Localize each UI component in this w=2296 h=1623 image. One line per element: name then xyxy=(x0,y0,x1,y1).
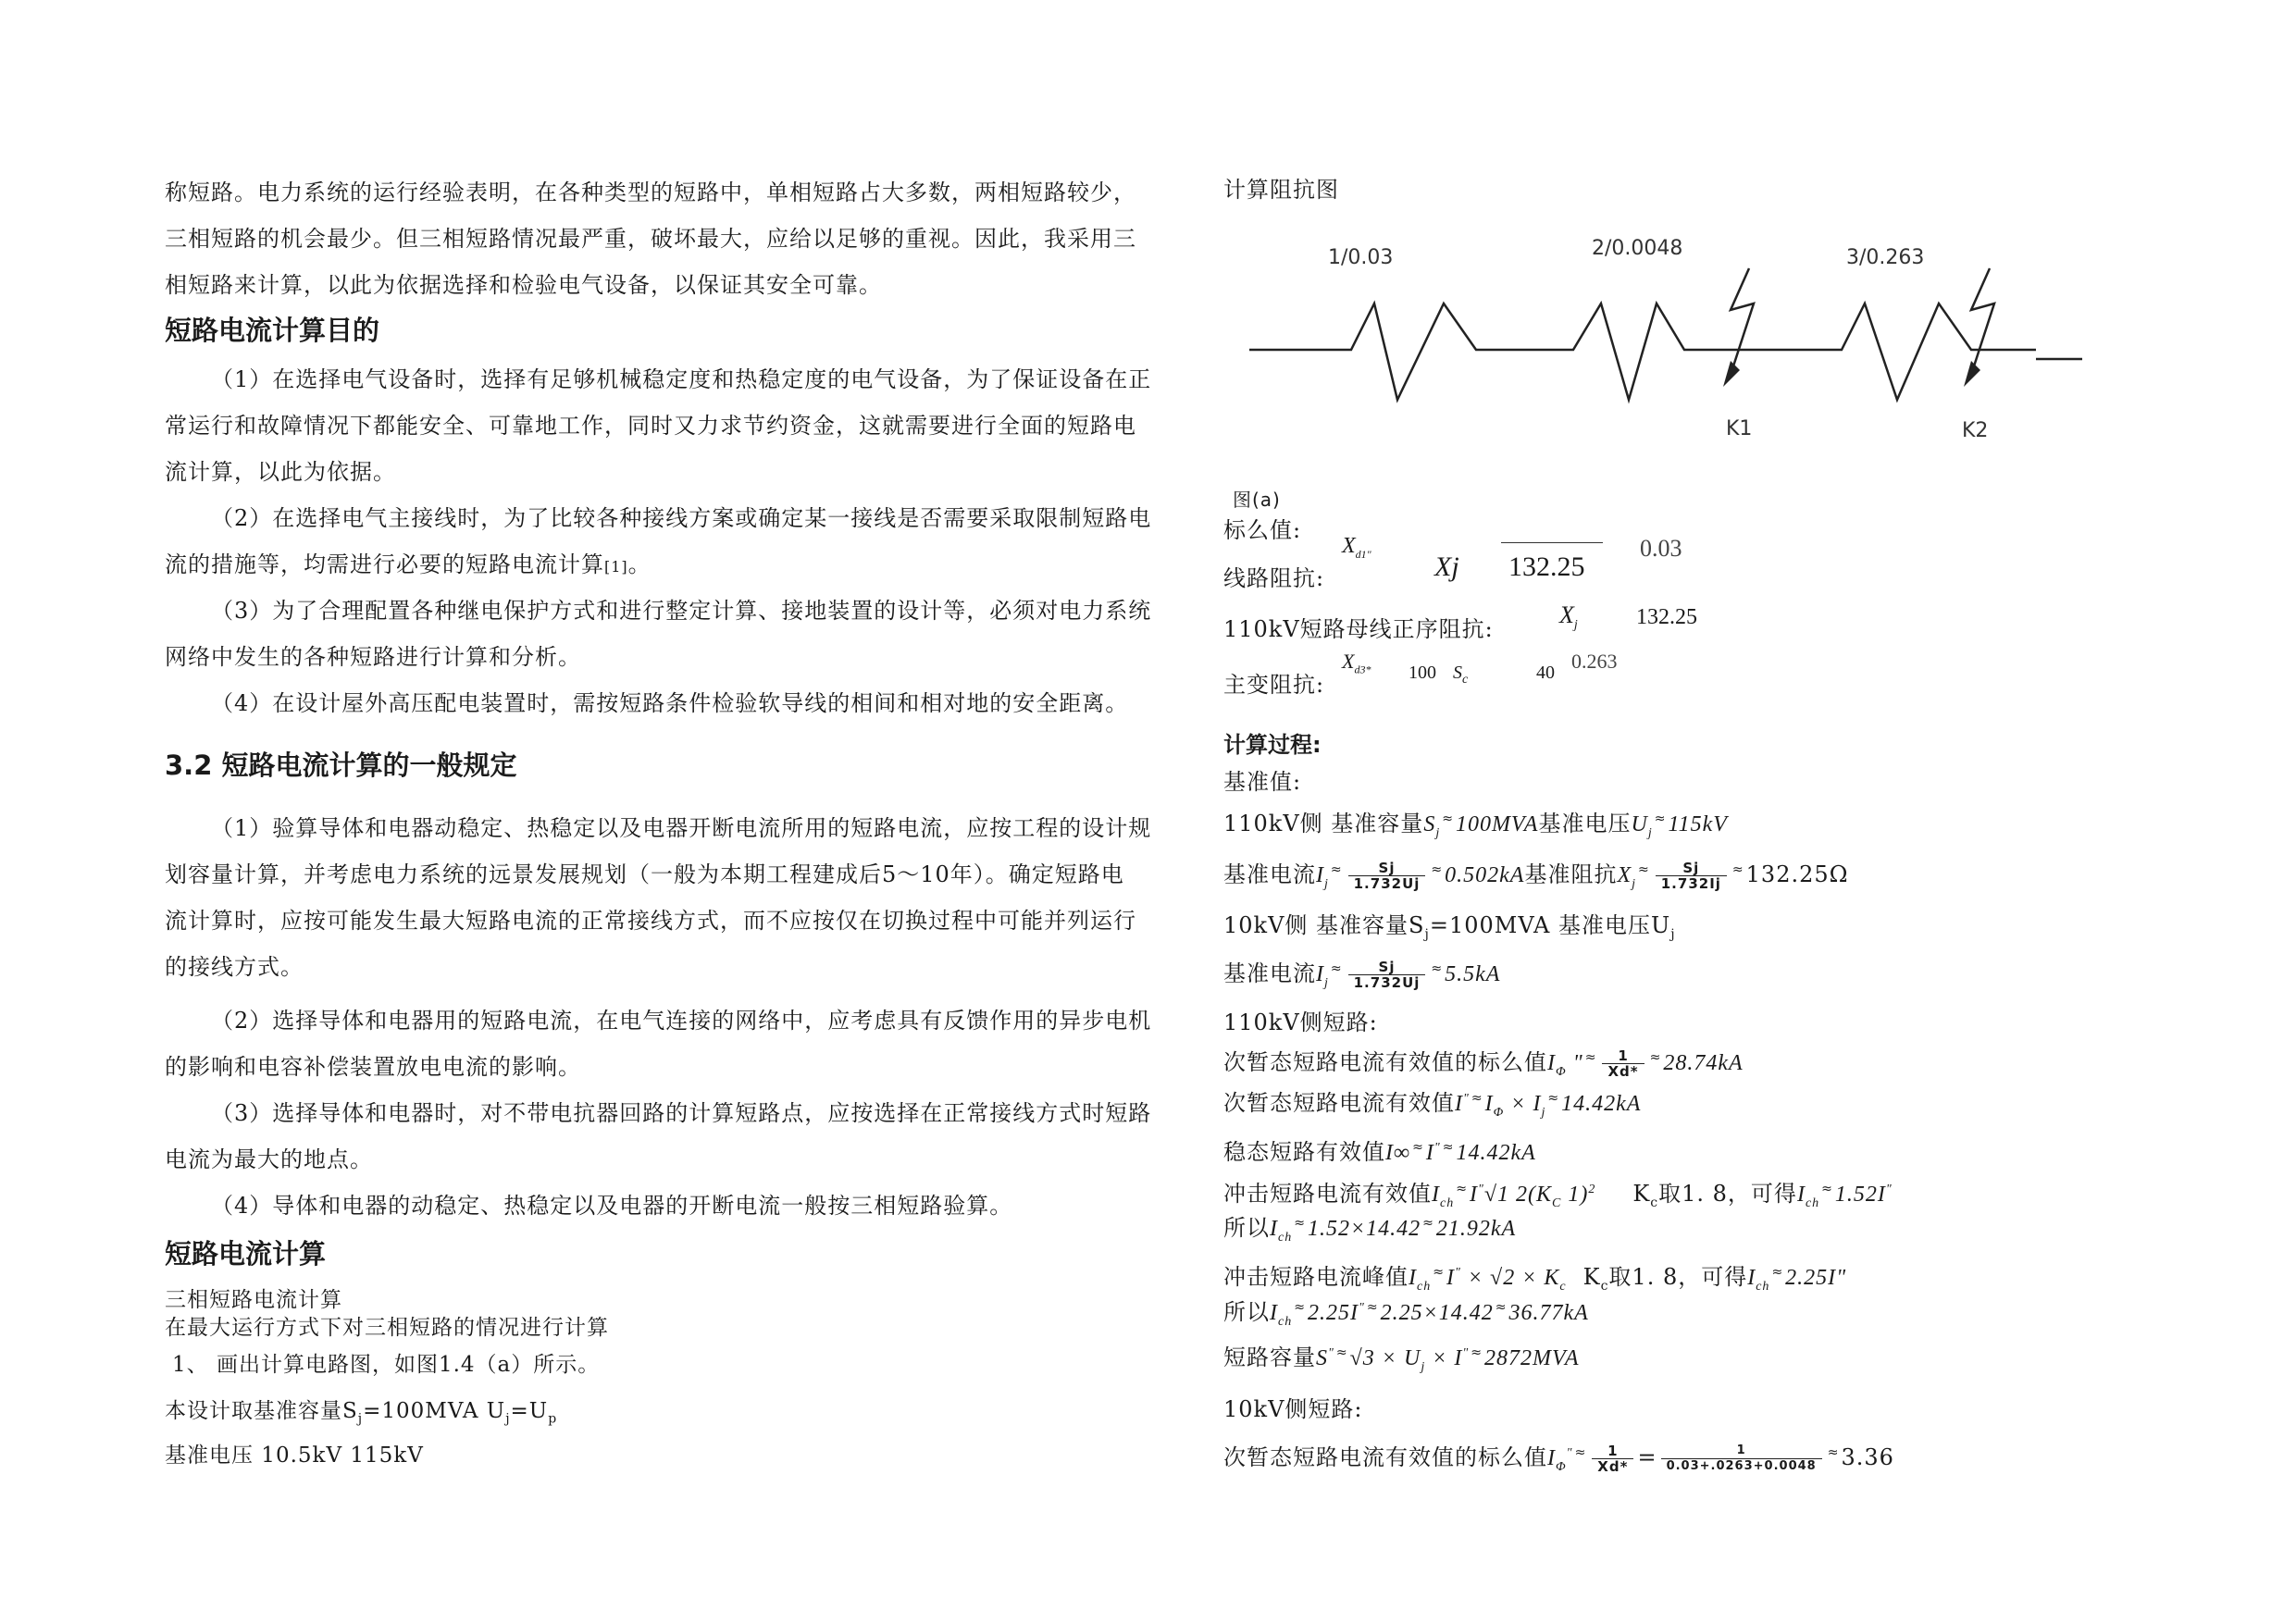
sub-eff-val: 14.42kA xyxy=(1561,1092,1642,1116)
calc-line-4-b: =100MVA U xyxy=(363,1399,506,1423)
peak-line: 冲击短路电流峰值$I_{ch}^\approx I^" \times √2 \times K_c$ $K_c$取1. 8，可得$I_{ch}^\approx 2.25I$" xyxy=(1223,1264,1847,1294)
impact-val: 1.52I" xyxy=(1834,1183,1893,1207)
sub-pu-frac: $\frac{1}{Xd*}$ xyxy=(1602,1048,1644,1079)
cap-line: 短路容量S" $^\approx√3 \times U_j \times I^"$ ≈2872MVA xyxy=(1223,1344,1580,1374)
process-title: 计算过程: xyxy=(1223,732,1322,758)
base-label: 基准值: xyxy=(1223,769,1302,795)
hv-sj: $S_j$ xyxy=(1423,812,1441,840)
purpose-line-5: 流的措施等，均需进行必要的短路电流计算[1]。 xyxy=(165,551,652,577)
impact-line: 冲击短路电流有效值$I_{ch}^\approx I^"√1$ $2(K_C$ 1)$^2$ $K_c$取1. 8，可得$I_{ch}^\approx 1.52I^"$ xyxy=(1223,1181,1893,1210)
purpose-line-5-text: 流的措施等，均需进行必要的短路电流计算 xyxy=(165,551,604,577)
pu-label: 标么值: xyxy=(1223,517,1302,543)
line-imp-val: 132.25 xyxy=(1508,551,1585,582)
rules-line-2: 划容量计算，并考虑电力系统的远景发展规划（一般为本期工程建成后5～10年）。确定短路电 xyxy=(165,861,1124,887)
calc-line-4 xyxy=(165,1397,557,1433)
hv-ij-line: 基准电流$I_j^\approx$ $\frac{Sj}{1.732Uj}$ ≈0.502kA基准阻抗$X_j^\approx$ $\frac{Sj}{1.732Ij}$ ≈132.25Ω xyxy=(1223,860,1849,892)
calc-line-4-c: =U xyxy=(510,1399,549,1423)
label-impedance-1: 1/0.03 xyxy=(1328,246,1394,269)
tr-sc: $S_c$ xyxy=(1453,663,1469,687)
ij-label: 基准电流 xyxy=(1223,861,1316,887)
hv-uj-val: 115kV xyxy=(1668,812,1728,836)
line-imp-label: 线路阻抗: xyxy=(1223,565,1325,591)
purpose-line-6: （3）为了合理配置各种继电保护方式和进行整定计算、接地装置的设计等，必须对电力系统 xyxy=(211,598,1152,624)
xd-symbol: $X_{d1"}$ xyxy=(1342,534,1371,561)
xj-val: 132.25Ω xyxy=(1745,861,1849,887)
calc-line-4-sub-j2: j xyxy=(505,1411,511,1427)
hv-uj-label: 基准电压 xyxy=(1538,811,1632,836)
intro-line-2: 三相短路的机会最少。但三相短路情况最严重，破坏最大，应给以足够的重视。因此，我采用三 xyxy=(165,226,1136,252)
tr-val-40: 40 xyxy=(1536,663,1555,683)
lv-sub-pu-line: 次暂态短路电流有效值的标么值$I_\Phi^"$ ≈ $\frac{1}{Xd*}$ = $\frac{1}{0.03+.0263+0.0048}$ ≈3.36 xyxy=(1223,1443,1894,1475)
calc-line-4-sub-j: j xyxy=(357,1411,364,1427)
rules-line-3: 流计算时，应按可能发生最大短路电流的正常接线方式，而不应按仅在切换过程中可能并列运行 xyxy=(165,908,1136,934)
hv-short-label: 110kV侧短路: xyxy=(1223,1010,1378,1035)
impedance-wire xyxy=(1249,304,2036,400)
calc-line-3: 1、 画出计算电路图，如图1.4（a）所示。 xyxy=(172,1353,601,1377)
rules-line-8: 电流为最大的地点。 xyxy=(165,1146,373,1172)
k1-arrowhead xyxy=(1723,361,1740,387)
rules-line-1: （1）验算导体和电器动稳定、热稳定以及电器开断电流所用的短路电流，应按工程的设计规 xyxy=(211,815,1152,841)
purpose-line-2: 常运行和故障情况下都能安全、可靠地工作，同时又力求节约资金，这就需要进行全面的短路电 xyxy=(165,413,1136,439)
hv-side: 110kV侧 基准容量 xyxy=(1223,811,1424,836)
lv-val: 3.36 xyxy=(1841,1444,1894,1470)
label-impedance-3: 3/0.263 xyxy=(1846,246,1925,269)
heading-rules: 3.2 短路电流计算的一般规定 xyxy=(165,750,517,781)
hv-base-line: 110kV侧 基准容量$S_j^\approx 100MVA$基准电压$U_j^\approx 115kV$ xyxy=(1223,811,1728,840)
ij-frac: $\frac{Sj}{1.732Uj}$ xyxy=(1348,861,1426,891)
lv-ij-line: 基准电流$I_j^\approx$ $\frac{Sj}{1.732Uj}$ ≈5.5kA xyxy=(1223,959,1501,991)
so2-val: 36.77kA xyxy=(1508,1301,1589,1325)
calc-line-1: 三相短路电流计算 xyxy=(165,1288,342,1312)
k2-arrowhead xyxy=(1964,361,1980,387)
rules-line-6: 的影响和电容补偿装置放电电流的影响。 xyxy=(165,1054,581,1080)
rules-line-7: （3）选择导体和电器时，对不带电抗器回路的计算短路点，应按选择在正常接线方式时短路 xyxy=(211,1100,1152,1126)
rules-line-5: （2）选择导体和电器用的短路电流，在电气连接的网络中，应考虑具有反馈作用的异步电机 xyxy=(211,1008,1152,1034)
steady-line: 稳态短路有效值I∞ ≈I" ≈14.42kA xyxy=(1223,1139,1536,1165)
line-imp-res: 0.03 xyxy=(1640,535,1682,562)
xj-frac: $\frac{Sj}{1.732Ij}$ xyxy=(1656,861,1727,891)
impedance-diagram xyxy=(1249,222,2082,463)
purpose-line-4: （2）在选择电气主接线时，为了比较各种接线方案或确定某一接线是否需要采取限制短路电 xyxy=(211,505,1152,531)
ij-val: 0.502kA xyxy=(1445,863,1525,887)
calc-line-5: 基准电压 10.5kV 115kV xyxy=(165,1443,424,1468)
tr-xd: $X_{d3*}$ xyxy=(1342,650,1371,676)
cap-val: 2872MVA xyxy=(1484,1346,1580,1370)
line-imp-rule xyxy=(1501,542,1603,543)
so-val: 21.92kA xyxy=(1435,1217,1517,1241)
calc-line-4-a: 本设计取基准容量S xyxy=(165,1399,358,1423)
citation-mark: [1] xyxy=(604,558,628,576)
rules-line-4: 的接线方式。 xyxy=(165,954,304,980)
lv-ij-val: 5.5kA xyxy=(1445,962,1501,986)
rules-line-9: （4）导体和电器的动稳定、热稳定以及电器的开断电流一般按三相短路验算。 xyxy=(211,1193,1013,1219)
tr-label: 主变阻抗: xyxy=(1223,672,1325,698)
intro-line-3: 相短路来计算，以此为依据选择和检验电气设备，以保证其安全可靠。 xyxy=(165,272,882,298)
purpose-line-8: （4）在设计屋外高压配电装置时，需按短路条件检验软导线的相间和相对地的安全距离。 xyxy=(211,690,1129,716)
lv-frac1: $\frac{1}{Xd*}$ xyxy=(1592,1443,1633,1474)
k2-fault-arrow xyxy=(1971,268,1994,375)
diagram-title: 计算阻抗图 xyxy=(1223,177,1339,203)
steady-val: 14.42kA xyxy=(1456,1141,1536,1165)
tr-val-res: 0.263 xyxy=(1571,650,1618,673)
calc-line-2: 在最大运行方式下对三相短路的情况进行计算 xyxy=(165,1316,609,1340)
label-k1: K1 xyxy=(1726,417,1753,440)
lv-base-line: 10kV侧 基准容量$S_j=100MVA$ 基准电压$U_j$ xyxy=(1223,912,1676,942)
hv-sj-val: 100MVA xyxy=(1455,812,1539,836)
lv-short-label: 10kV侧短路: xyxy=(1223,1396,1363,1422)
xj-label: 基准阻抗 xyxy=(1524,861,1618,887)
right-column xyxy=(1203,0,2267,1623)
label-impedance-2: 2/0.0048 xyxy=(1592,237,1683,260)
label-k2: K2 xyxy=(1962,419,1989,442)
so2-line: 所以$I_{ch}^\approx 2.25I^"$ ≈2.25×14.42 ≈36.77kA xyxy=(1223,1299,1589,1329)
bus-label: 110kV短路母线正序阻抗: xyxy=(1223,616,1494,642)
lv-ij-frac: $\frac{Sj}{1.732Uj}$ xyxy=(1348,960,1426,990)
heading-calc: 短路电流计算 xyxy=(165,1238,327,1270)
lv-frac2: $\frac{1}{0.03+.0263+0.0048}$ xyxy=(1661,1443,1822,1474)
purpose-line-7: 网络中发生的各种短路进行计算和分析。 xyxy=(165,644,581,670)
sub-eff-line: 次暂态短路电流有效值I" $^\approx I_\Phi \times I_j^\approx 14.42kA$ xyxy=(1223,1090,1642,1120)
heading-purpose: 短路电流计算目的 xyxy=(165,315,380,346)
bus-val: 132.25 xyxy=(1636,605,1697,629)
line-imp-den: Xj xyxy=(1434,551,1459,582)
figure-caption: 图(a) xyxy=(1233,489,1281,511)
k1-fault-arrow xyxy=(1731,268,1754,375)
purpose-line-3: 流计算，以此为依据。 xyxy=(165,459,396,485)
tr-val-100: 100 xyxy=(1409,663,1436,683)
intro-line-1: 称短路。电力系统的运行经验表明，在各种类型的短路中，单相短路占大多数，两相短路较少， xyxy=(165,180,1136,205)
tr-s: S xyxy=(1453,663,1462,683)
so-line: 所以$I_{ch}^\approx 1.52\times 14.42$ ≈21.92kA xyxy=(1223,1215,1517,1245)
sub-pu-line: 次暂态短路电流有效值的标么值$I_\Phi$ " ≈ $\frac{1}{Xd*}$ ≈28.74kA xyxy=(1223,1047,1744,1080)
hv-uj: $U_j$ xyxy=(1631,812,1653,840)
purpose-line-1: （1）在选择电气设备时，选择有足够机械稳定度和热稳定度的电气设备，为了保证设备在正 xyxy=(211,366,1152,392)
calc-line-4-sub-p: p xyxy=(548,1411,558,1427)
sub-pu-val: 28.74kA xyxy=(1663,1051,1744,1075)
peak-val: 2.25I" xyxy=(1785,1266,1847,1290)
bus-xj: $X_j$ xyxy=(1559,601,1578,633)
